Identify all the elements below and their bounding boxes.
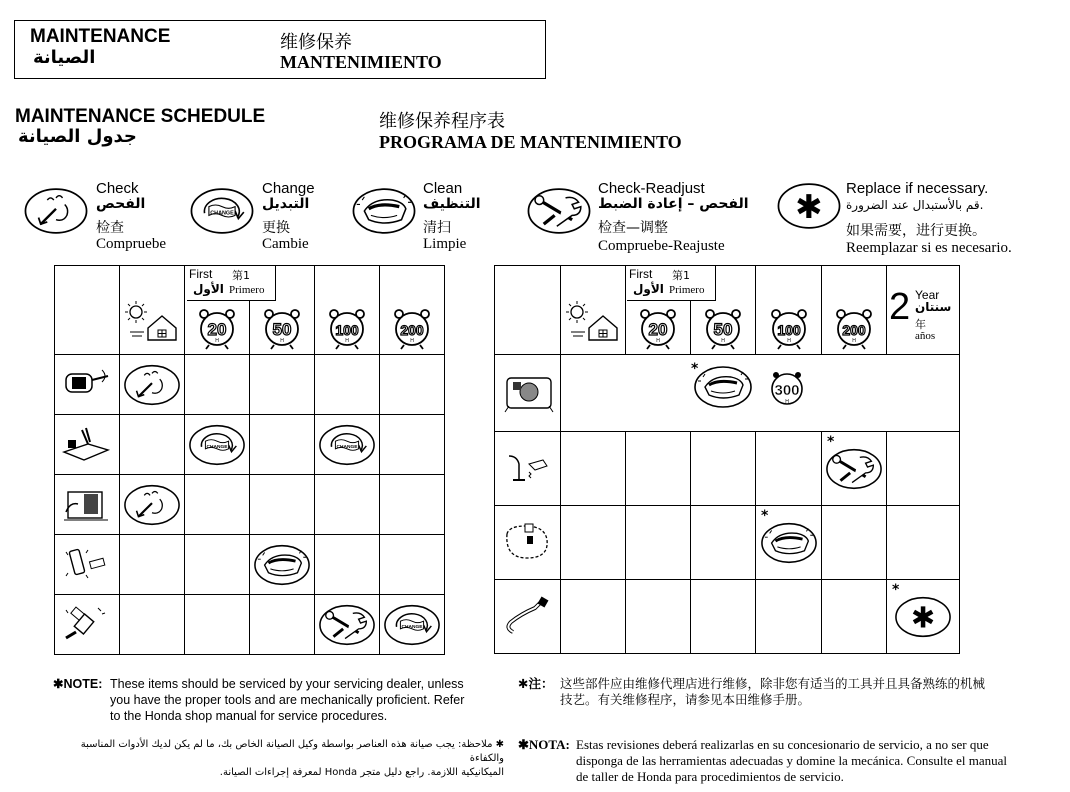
header-title-en: MAINTENANCE [30, 26, 171, 47]
clock-unit-label: H [410, 338, 414, 344]
change-icon [318, 423, 376, 467]
clock-300-unit: H [785, 399, 789, 405]
clock-hours-label: 200 [400, 322, 424, 338]
left-row-spark-arrester [55, 535, 445, 595]
asterisk-icon [894, 595, 952, 639]
note-es-line: Estas revisiones deberá realizarlas en su concesionario de servicio, a no ser que [576, 737, 989, 752]
first-ar: الأول [193, 282, 224, 296]
left-first-label [187, 266, 276, 301]
change-icon [383, 603, 441, 647]
sun-house-icon [122, 298, 182, 342]
check-icon [123, 363, 181, 407]
clock-100-icon [325, 304, 369, 352]
year-number: 2 [889, 286, 911, 328]
clock-unit-label: H [215, 338, 219, 344]
asterisk-mark: * [761, 508, 769, 524]
clock-20-icon [636, 304, 680, 352]
legend-check-en: Check [96, 180, 139, 197]
legend-change-ar: التبديل [262, 196, 310, 212]
header-title-ar: الصيانة [33, 47, 96, 68]
legend-check-es: Compruebe [96, 236, 166, 252]
tank-illustration-icon [499, 520, 557, 566]
first-ar: الأول [633, 282, 664, 296]
year-cell [887, 266, 960, 355]
asterisk-mark: * [691, 361, 699, 377]
legend-check-zh: 检查 [96, 220, 124, 236]
legend-check-ar: الفحص [96, 196, 146, 212]
note-en-line: to the Honda shop manual for service procedures. [110, 709, 388, 723]
right-row-sediment [495, 355, 960, 432]
legend-replace-en: Replace if necessary. [846, 180, 989, 197]
left-schedule-table [54, 265, 445, 655]
header-title-zh: 维修保养 [280, 32, 352, 53]
wrench-icon [825, 447, 883, 491]
oil-dipstick-illustration-icon [58, 362, 116, 408]
clean-icon [693, 365, 753, 409]
legend-clean-en: Clean [423, 180, 463, 197]
change-icon [188, 187, 256, 235]
clock-unit-label: H [721, 338, 725, 344]
header-title-es: MANTENIMIENTO [280, 52, 442, 72]
clock-50-icon [260, 304, 304, 352]
year-zh: 年 [915, 318, 926, 331]
clean-icon [350, 187, 418, 235]
spark-plug-illustration-icon [58, 602, 116, 648]
note-es-line: disponga de las herramientas adecuadas y domine la mecánica. Consulte el manual [576, 753, 1008, 768]
clock-300-icon [767, 367, 807, 411]
clock-hours-label: 50 [272, 320, 292, 339]
first-es: Primero [229, 284, 265, 296]
clock-hours-label: 100 [776, 322, 801, 338]
right-schedule-table [494, 265, 960, 654]
clock-unit-label: H [345, 338, 349, 344]
clock-20-icon [195, 304, 239, 352]
right-row-tank [495, 506, 960, 580]
legend-readjust-ar: الفحص – إعادة الضبط [598, 196, 749, 212]
clock-unit-label: H [280, 338, 284, 344]
right-header-row [495, 266, 960, 355]
legend-change-es: Cambie [262, 236, 309, 252]
clock-hours-label: 50 [713, 320, 733, 339]
right-row-fuel-line [495, 580, 960, 654]
note-es-label: ✱NOTA: [518, 737, 570, 752]
schedule-title-en: MAINTENANCE SCHEDULE [15, 106, 266, 127]
clock-hours-label: 20 [648, 320, 668, 339]
clock-unit-label: H [786, 338, 791, 344]
note-zh-label: ✱注： [518, 676, 554, 691]
note-es-line: de taller de Honda para procedimientos de servicio. [576, 769, 844, 784]
clock-hours-label: 200 [842, 322, 866, 338]
year-ar: سنتان [915, 300, 952, 314]
legend-change-zh: 更换 [262, 220, 290, 236]
legend-replace-ar: قم بالأستبدال عند الضرورة. [846, 198, 984, 212]
note-ar [52, 738, 504, 780]
legend-clean-ar: التنظيف [423, 196, 481, 212]
first-zh: 第1 [232, 269, 250, 282]
legend-change-en: Change [262, 180, 315, 197]
note-zh-line: 技艺。有关维修程序，请参见本田维修手册。 [560, 692, 811, 707]
clock-unit-label: H [656, 338, 660, 344]
clock-200-icon [390, 304, 434, 352]
year-en: Year [915, 288, 940, 302]
clock-200-icon [832, 304, 876, 352]
sun-house-icon [563, 298, 623, 342]
clock-100-icon [767, 304, 811, 352]
legend-clean-es: Limpie [423, 236, 467, 252]
engine-illustration-icon [499, 370, 557, 416]
legend-replace-es: Reemplazar si es necesario. [846, 240, 1012, 256]
schedule-title-es: PROGRAMA DE MANTENIMIENTO [379, 132, 682, 152]
check-icon [22, 187, 90, 235]
year-es: años [915, 330, 936, 342]
air-cleaner-illustration-icon [58, 482, 116, 528]
note-ar-line: ✱ ملاحظة: يجب صيانة هذه العناصر بواسطة وكيل الصيانة الخاص بك، ما لم يكن لديك الأدوات المناسبة والكفاءة [80, 739, 504, 764]
left-row-spark-plug [55, 595, 445, 655]
left-row-oil-level [55, 355, 445, 415]
legend-replace-zh: 如果需要，进行更换。 [846, 223, 986, 239]
note-ar-line: الميكانيكية اللازمة. راجع دليل متجر Honda لمعرفة إجراءات الصيانة. [219, 767, 504, 778]
legend-clean-zh: 清扫 [423, 220, 451, 236]
left-row-air-cleaner [55, 475, 445, 535]
clock-hours-label: 20 [207, 320, 227, 339]
first-zh: 第1 [672, 269, 690, 282]
note-zh-line: 这些部件应由维修代理店进行维修，除非您有适当的工具并且具备熟练的机械 [560, 676, 986, 691]
legend-readjust-en: Check-Readjust [598, 180, 705, 197]
first-es: Primero [669, 284, 705, 296]
fuel-line-illustration-icon [499, 594, 557, 640]
asterisk-icon [775, 182, 843, 230]
clock-300-label: 300 [774, 382, 800, 399]
wrench-icon [525, 187, 593, 235]
first-en: First [189, 267, 213, 281]
asterisk-mark: * [892, 582, 900, 598]
asterisk-mark: * [827, 434, 835, 450]
change-icon [188, 423, 246, 467]
note-en-label: ✱NOTE: [53, 677, 103, 691]
check-icon [123, 483, 181, 527]
left-row-oil [55, 415, 445, 475]
clock-50-icon [701, 304, 745, 352]
schedule-title-ar: جدول الصيانة [18, 126, 137, 147]
schedule-title-zh: 维修保养程序表 [379, 111, 505, 132]
section-header [14, 20, 546, 79]
legend-readjust-zh: 检查—调整 [598, 220, 668, 236]
valve-illustration-icon [499, 446, 557, 492]
arrester-illustration-icon [58, 542, 116, 588]
clock-unit-label: H [852, 338, 856, 344]
note-en-line: you have the proper tools and are mechanically proficient. Refer [110, 693, 465, 707]
legend-readjust-es: Compruebe-Reajuste [598, 238, 725, 254]
clock-hours-label: 100 [335, 322, 359, 338]
wrench-icon [318, 603, 376, 647]
first-en: First [629, 267, 653, 281]
oil-drain-illustration-icon [58, 422, 116, 468]
clean-icon [760, 521, 818, 565]
note-en-line: These items should be serviced by your servicing dealer, unless [110, 677, 464, 691]
right-first-label [627, 266, 716, 301]
right-row-valve [495, 432, 960, 506]
clean-icon [253, 543, 311, 587]
